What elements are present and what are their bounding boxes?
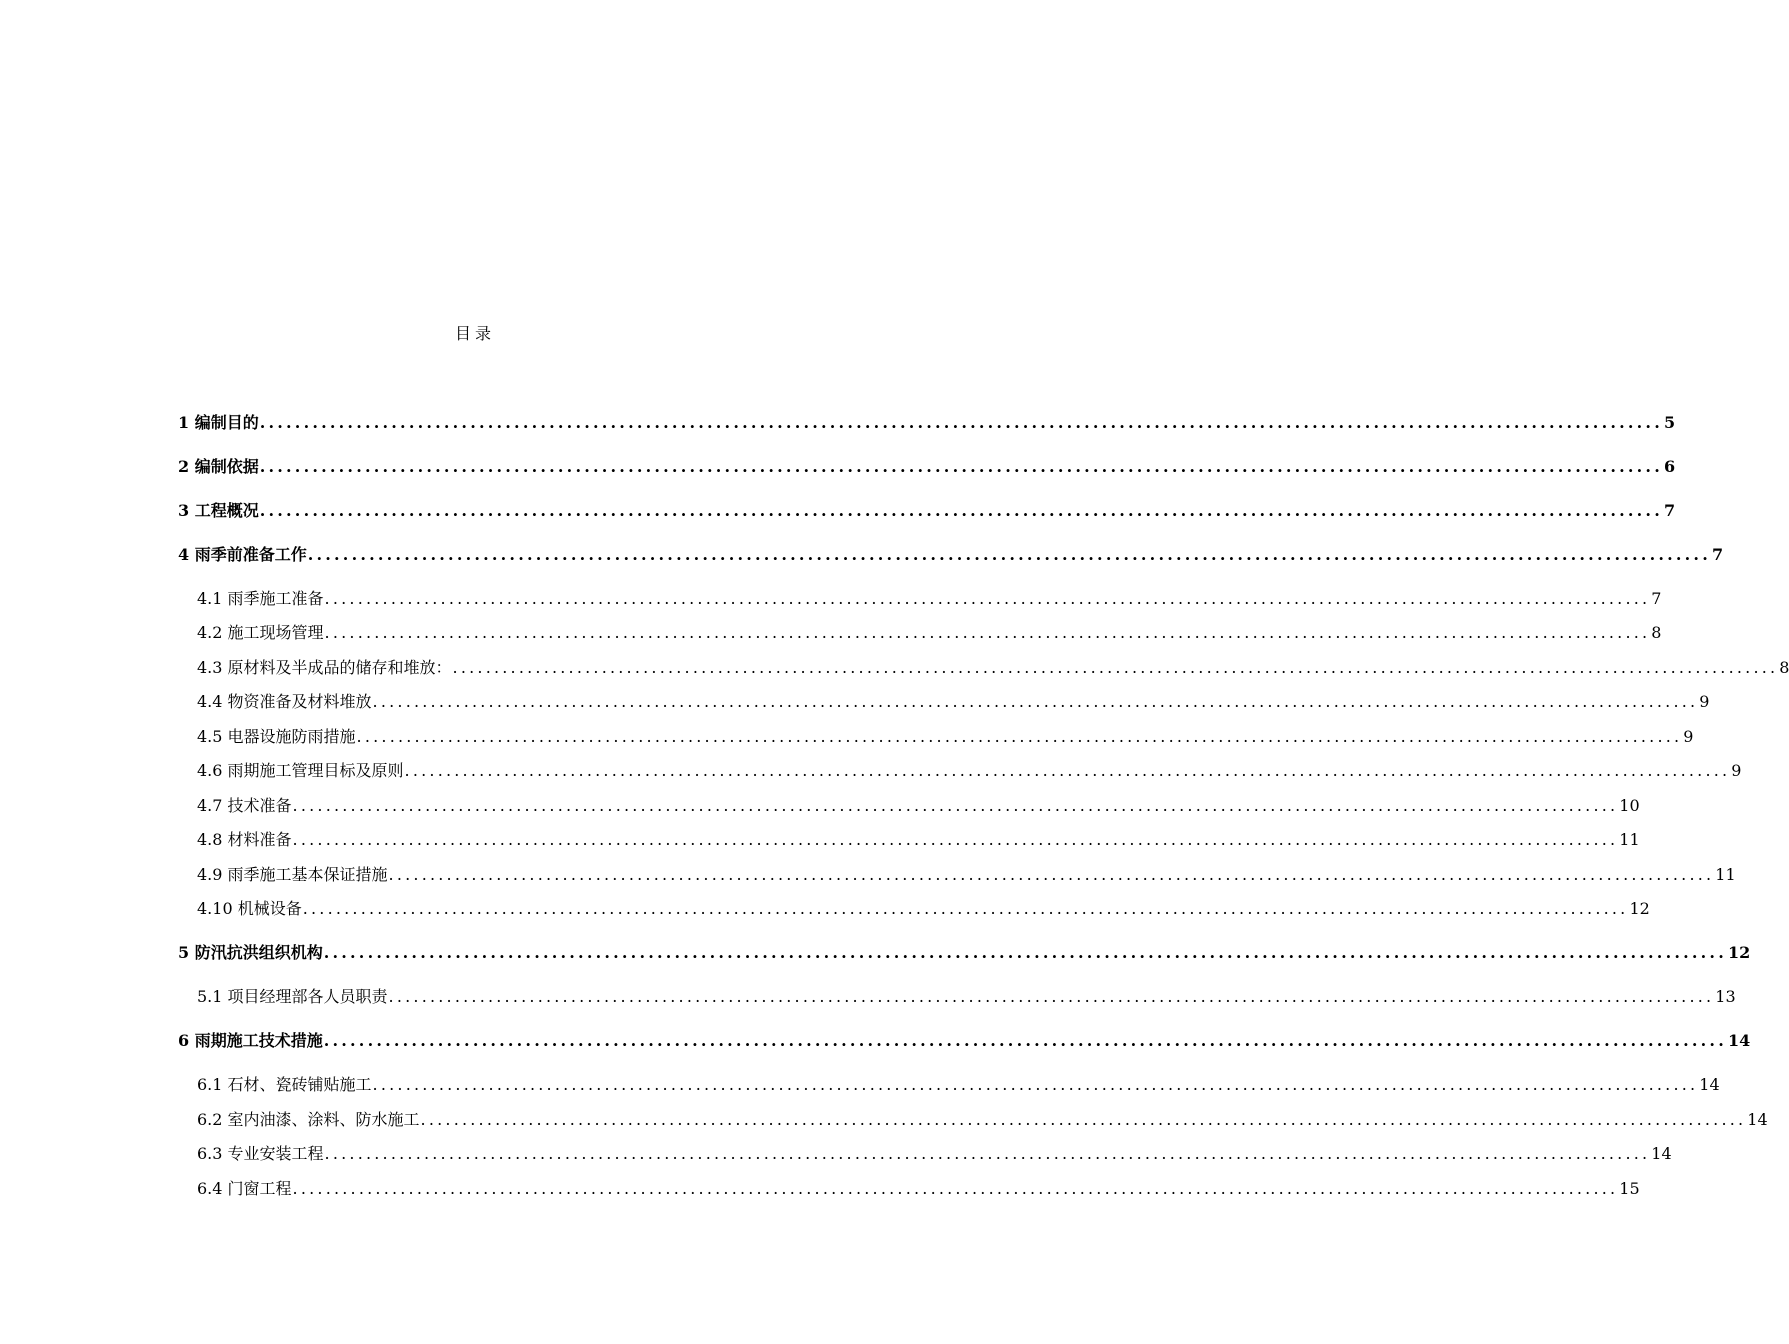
toc-entry-label: 4.2 施工现场管理: [197, 623, 324, 642]
toc-entry-page: 14: [1699, 1075, 1720, 1094]
toc-entry-label: 5 防汛抗洪组织机构: [178, 943, 323, 962]
toc-entry-5[interactable]: [178, 940, 1751, 966]
toc-entry-4-6[interactable]: [197, 758, 1742, 784]
toc-entry-page: 12: [1629, 899, 1650, 918]
toc-dot-leader: ................................................................................................................................................................: [323, 943, 1727, 962]
toc-entry-page: 7: [1663, 501, 1676, 520]
toc-entry-label: 4 雨季前准备工作: [178, 545, 307, 564]
toc-entry-page: 15: [1619, 1179, 1640, 1198]
toc-entry-label: 4.7 技术准备: [197, 796, 292, 815]
toc-dot-leader: ................................................................................................................................................................: [404, 761, 1731, 780]
toc-entry-page: 7: [1651, 589, 1662, 608]
toc-entry-page: 7: [1711, 545, 1724, 564]
toc-entry-page: 6: [1663, 457, 1676, 476]
toc-entry-4[interactable]: [178, 542, 1724, 568]
toc-entry-4-5[interactable]: [197, 724, 1694, 750]
toc-entry-4-9[interactable]: [197, 862, 1736, 888]
toc-entry-1[interactable]: [178, 410, 1676, 436]
toc-entry-page: 9: [1699, 692, 1710, 711]
toc-entry-2[interactable]: [178, 454, 1676, 480]
toc-entry-page: 14: [1747, 1110, 1768, 1129]
toc-entry-6-4[interactable]: [197, 1176, 1640, 1202]
toc-entry-label: 6.2 室内油漆、涂料、防水施工: [197, 1110, 420, 1129]
toc-entry-page: 11: [1715, 865, 1736, 884]
toc-dot-leader: ................................................................................................................................................................: [452, 658, 1779, 677]
toc-entry-label: 5.1 项目经理部各人员职责: [197, 987, 388, 1006]
toc-entry-label: 6.3 专业安装工程: [197, 1144, 324, 1163]
toc-dot-leader: ................................................................................................................................................................: [324, 1144, 1651, 1163]
toc-dot-leader: ................................................................................................................................................................: [259, 501, 1663, 520]
toc-dot-leader: ................................................................................................................................................................: [388, 987, 1715, 1006]
toc-dot-leader: ................................................................................................................................................................: [420, 1110, 1747, 1129]
toc-entry-page: 9: [1731, 761, 1742, 780]
toc-entry-page: 8: [1779, 658, 1789, 677]
toc-title: 目录: [454, 324, 495, 343]
toc-dot-leader: ................................................................................................................................................................: [307, 545, 1711, 564]
toc-entry-label: 4.3 原材料及半成品的储存和堆放：: [197, 658, 452, 677]
toc-entry-4-4[interactable]: [197, 689, 1710, 715]
toc-entry-6[interactable]: [178, 1028, 1751, 1054]
toc-entry-4-1[interactable]: [197, 586, 1662, 612]
toc-dot-leader: ................................................................................................................................................................: [372, 1075, 1699, 1094]
toc-entry-label: 4.10 机械设备: [197, 899, 302, 918]
toc-dot-leader: ................................................................................................................................................................: [324, 589, 1651, 608]
toc-entry-label: 4.6 雨期施工管理目标及原则: [197, 761, 404, 780]
toc-entry-page: 9: [1683, 727, 1694, 746]
toc-dot-leader: ................................................................................................................................................................: [388, 865, 1715, 884]
toc-entry-page: 10: [1619, 796, 1640, 815]
toc-entry-label: 3 工程概况: [178, 501, 259, 520]
toc-entry-4-2[interactable]: [197, 620, 1662, 646]
toc-entry-page: 5: [1663, 413, 1676, 432]
toc-entry-label: 6.1 石材、瓷砖铺贴施工: [197, 1075, 372, 1094]
toc-entry-label: 6 雨期施工技术措施: [178, 1031, 323, 1050]
toc-dot-leader: ................................................................................................................................................................: [292, 830, 1619, 849]
toc-entry-label: 4.8 材料准备: [197, 830, 292, 849]
toc-dot-leader: ................................................................................................................................................................: [356, 727, 1683, 746]
toc-entry-page: 14: [1727, 1031, 1751, 1050]
toc-dot-leader: ................................................................................................................................................................: [259, 413, 1663, 432]
toc-dot-leader: ................................................................................................................................................................: [292, 796, 1619, 815]
toc-entry-3[interactable]: [178, 498, 1676, 524]
toc-dot-leader: ................................................................................................................................................................: [372, 692, 1699, 711]
toc-dot-leader: ................................................................................................................................................................: [324, 623, 1651, 642]
toc-entry-6-2[interactable]: [197, 1107, 1768, 1133]
toc-entry-6-1[interactable]: [197, 1072, 1720, 1098]
toc-dot-leader: ................................................................................................................................................................: [323, 1031, 1727, 1050]
toc-entry-page: 13: [1715, 987, 1736, 1006]
toc-entry-label: 4.9 雨季施工基本保证措施: [197, 865, 388, 884]
toc-dot-leader: ................................................................................................................................................................: [259, 457, 1663, 476]
toc-dot-leader: ................................................................................................................................................................: [292, 1179, 1619, 1198]
toc-entry-page: 12: [1727, 943, 1751, 962]
toc-entry-page: 14: [1651, 1144, 1672, 1163]
toc-entry-6-3[interactable]: [197, 1141, 1672, 1167]
toc-entry-label: 6.4 门窗工程: [197, 1179, 292, 1198]
toc-entry-5-1[interactable]: [197, 984, 1736, 1010]
toc-entry-label: 1 编制目的: [178, 413, 259, 432]
toc-entry-label: 4.1 雨季施工准备: [197, 589, 324, 608]
toc-entry-label: 2 编制依据: [178, 457, 259, 476]
toc-entry-label: 4.5 电器设施防雨措施: [197, 727, 356, 746]
toc-dot-leader: ................................................................................................................................................................: [302, 899, 1629, 918]
toc-entry-4-10[interactable]: [197, 896, 1650, 922]
toc-entry-page: 8: [1651, 623, 1662, 642]
toc-entry-page: 11: [1619, 830, 1640, 849]
toc-entry-4-3[interactable]: [197, 655, 1789, 681]
toc-entry-4-7[interactable]: [197, 793, 1640, 819]
toc-entry-label: 4.4 物资准备及材料堆放: [197, 692, 372, 711]
toc-entry-4-8[interactable]: [197, 827, 1640, 853]
